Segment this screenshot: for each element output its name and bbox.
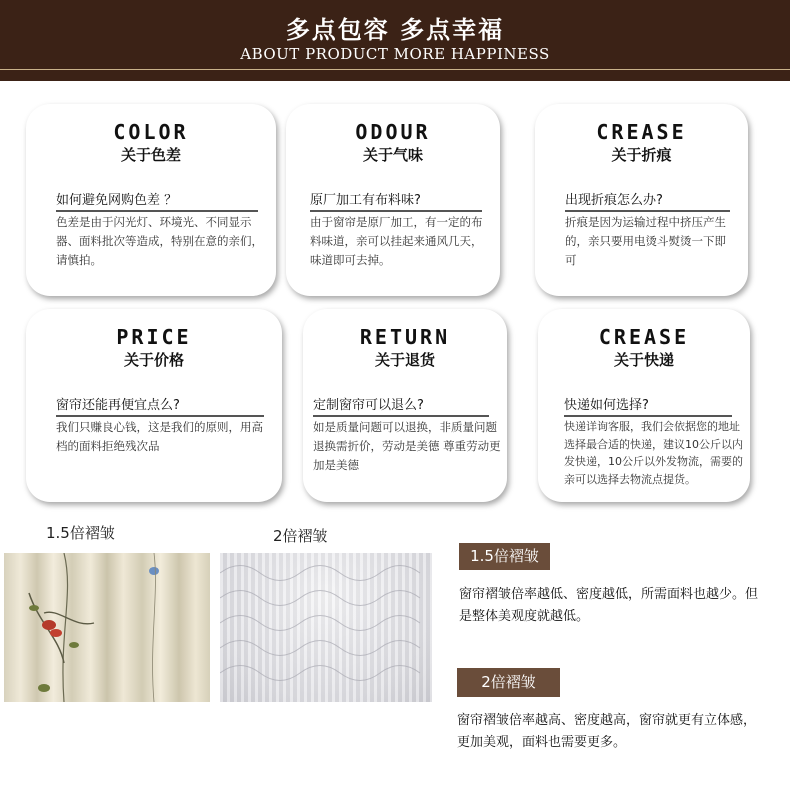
card-title-en: RETURN xyxy=(359,325,451,349)
card-title-cn: 关于折痕 xyxy=(611,146,672,164)
card-title-cn: 关于快递 xyxy=(613,351,674,369)
header-divider xyxy=(0,69,790,70)
card-question: 快递如何选择? xyxy=(564,394,732,417)
info-card-crease xyxy=(535,104,748,296)
card-question: 出现折痕怎么办? xyxy=(565,189,730,212)
curtain-embroidery-image xyxy=(4,553,210,702)
curtain-photo-2x xyxy=(220,553,432,702)
pleat-desc-1-5x: 窗帘褶皱倍率越低、密度越低，所需面料也越少。但是整体美观度就越低。 xyxy=(459,587,759,624)
card-title-cn: 关于价格 xyxy=(123,351,184,369)
card-title-en: PRICE xyxy=(116,325,192,349)
card-answer: 折痕是因为运输过程中挤压产生的，亲只要用电烫斗熨烫一下即可 xyxy=(565,215,726,267)
card-question: 定制窗帘可以退么? xyxy=(313,394,489,417)
pleat-label-1-5x: 1.5倍褶皱 xyxy=(46,524,115,542)
card-title-en: CREASE xyxy=(598,325,690,349)
card-title-en: CREASE xyxy=(596,120,687,144)
card-title-cn: 关于退货 xyxy=(374,351,435,369)
card-answer: 色差是由于闪光灯、环境光、不同显示器、面料批次等造成，特别在意的亲们，请慎拍。 xyxy=(56,215,263,267)
curtain-photo-1-5x xyxy=(4,553,210,702)
curtain-lace-image xyxy=(220,553,432,702)
card-question: 如何避免网购色差 ？ xyxy=(56,189,258,212)
card-question: 原厂加工有布料味? xyxy=(310,189,482,212)
info-card-color xyxy=(26,104,276,296)
page-title: 多点包容 多点幸福 xyxy=(285,16,505,44)
card-question: 窗帘还能再便宜点么? xyxy=(56,394,264,417)
card-title-en: COLOR xyxy=(113,120,189,144)
info-card-return xyxy=(303,309,507,502)
card-answer: 我们只赚良心钱，这是我们的原则，用高档的面料拒绝残次品 xyxy=(56,420,263,453)
card-title-en: ODOUR xyxy=(355,120,431,144)
header-banner xyxy=(0,0,790,81)
pleat-desc-2x: 窗帘褶皱倍率越高、密度越高，窗帘就更有立体感，更加美观，面料也需要更多。 xyxy=(457,713,757,750)
info-card-price xyxy=(26,309,282,502)
card-title-cn: 关于色差 xyxy=(120,146,181,164)
card-answer: 如是质量问题可以退换，非质量问题退换需折价，劳动是美德 尊重劳动更加是美德 xyxy=(313,420,501,472)
page-subtitle: ABOUT PRODUCT MORE HAPPINESS xyxy=(240,45,550,63)
info-card-shipping xyxy=(538,309,750,502)
pleat-tag-1-5x: 1.5倍褶皱 xyxy=(459,543,550,570)
card-answer: 快递详询客服，我们会依据您的地址选择最合适的快递，建议10公斤以内发快递，10公斤以外发物流，需要的亲可以选择去物流点提货。 xyxy=(564,420,743,486)
card-answer: 由于窗帘是原厂加工，有一定的布料味道，亲可以挂起来通风几天，味道即可去掉。 xyxy=(310,215,483,267)
pleat-tag-2x: 2倍褶皱 xyxy=(457,668,560,697)
info-card-odour xyxy=(286,104,500,296)
card-title-cn: 关于气味 xyxy=(362,146,423,164)
pleat-label-2x: 2倍褶皱 xyxy=(273,527,328,545)
